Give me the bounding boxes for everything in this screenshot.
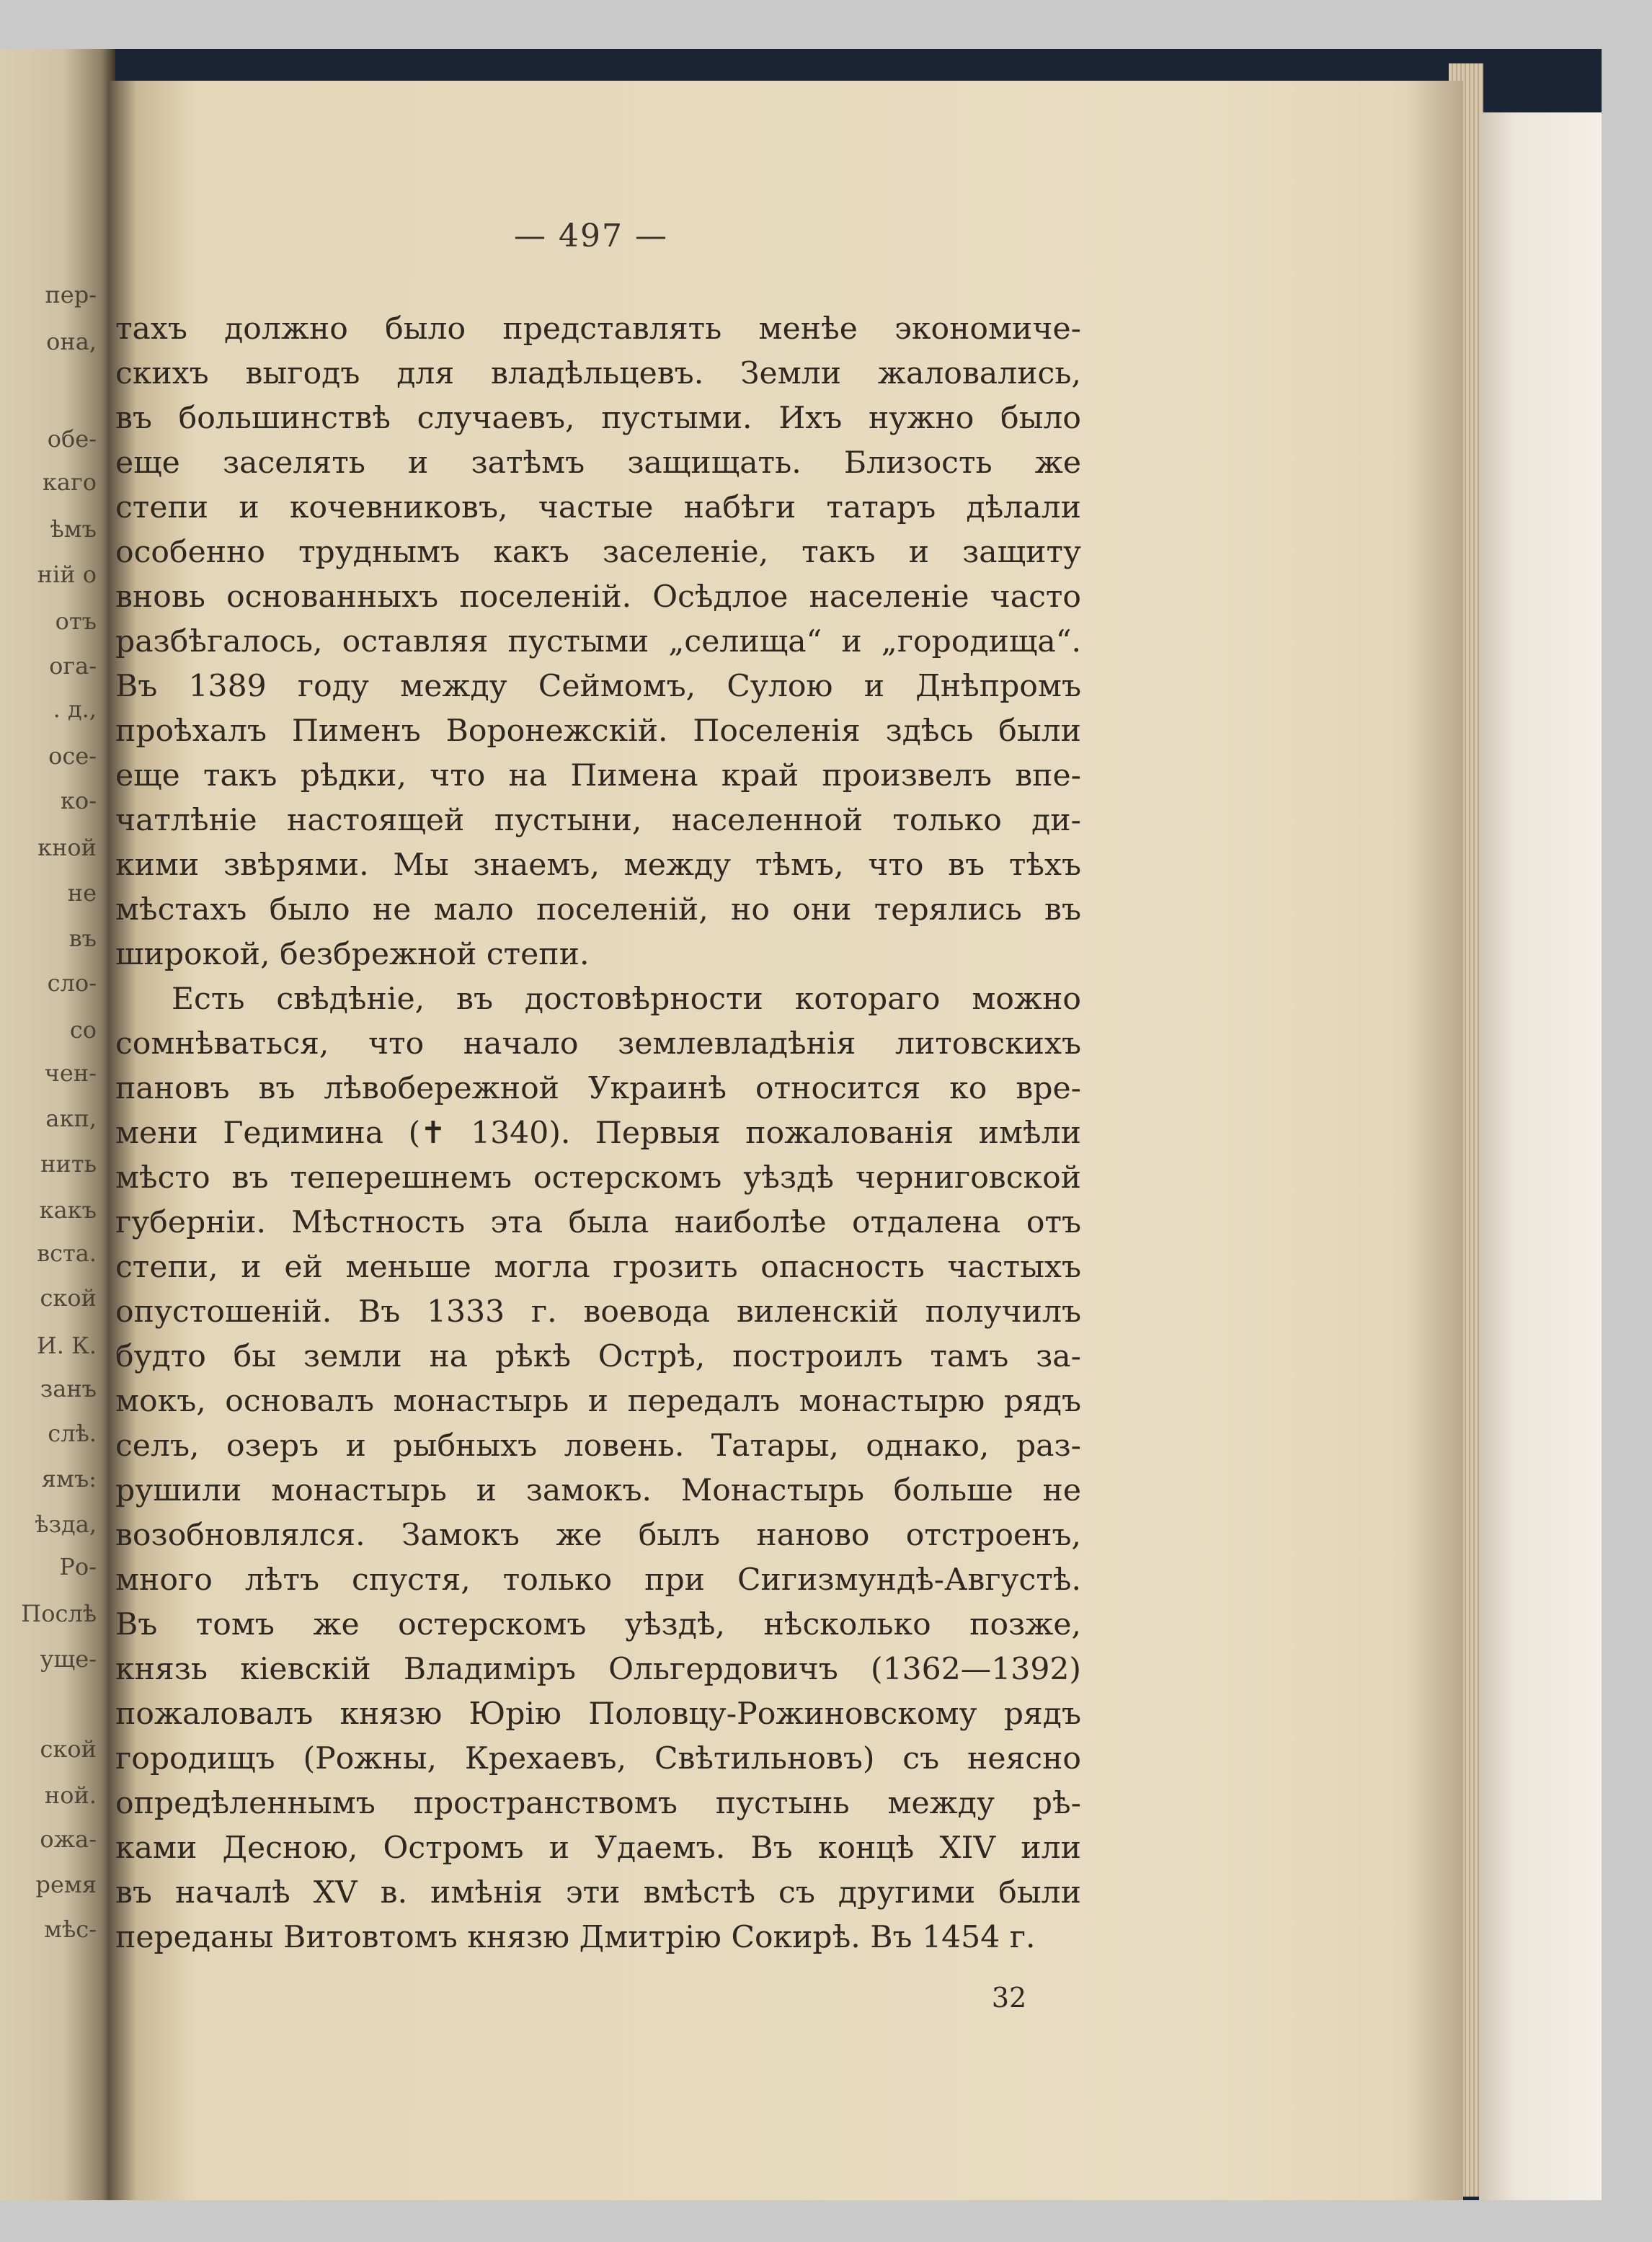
left-page-fragment: ѣмъ	[50, 515, 97, 543]
left-page-fragment: И. К.	[36, 1332, 97, 1359]
left-page-fragment: уще-	[40, 1645, 97, 1673]
text-line: мѣсто въ теперешнемъ остерскомъ уѣздѣ черниговской	[115, 1160, 1081, 1196]
left-page-fragment: каго	[42, 468, 97, 496]
left-page-fragment: ной.	[44, 1781, 97, 1809]
left-page-fragment: какъ	[39, 1196, 97, 1224]
text-line: городищъ (Рожны, Крехаевъ, Свѣтильновъ) съ неясно	[115, 1741, 1081, 1776]
text-line: пановъ въ лѣвобережной Украинѣ относится ко вре-	[115, 1071, 1081, 1106]
text-line: кими звѣрями. Мы знаемъ, между тѣмъ, что въ тѣхъ	[115, 848, 1081, 883]
left-page-fragment: . д.,	[53, 695, 97, 723]
left-page-fragment: мѣс-	[44, 1916, 97, 1943]
text-line: опустошеній. Въ 1333 г. воевода виленскій получилъ	[115, 1294, 1081, 1330]
text-line: много лѣтъ спустя, только при Сигизмундѣ-Августѣ.	[115, 1562, 1081, 1598]
left-page-fragment: ожа-	[40, 1825, 97, 1853]
text-line: тахъ должно было представлять менѣе экономиче-	[115, 311, 1081, 347]
left-page-fragment: со	[69, 1016, 97, 1044]
left-page-fragment: она,	[46, 328, 97, 355]
left-page-fragment: нить	[40, 1150, 97, 1178]
left-page-fragment: ога-	[49, 652, 97, 680]
text-line: разбѣгалось, оставляя пустыми „селища“ и „городища“.	[115, 624, 1081, 659]
text-line: особенно труднымъ какъ заселеніе, такъ и защиту	[115, 535, 1081, 570]
text-line: Есть свѣдѣніе, въ достовѣрности котораго можно	[172, 982, 1081, 1017]
left-page-fragment: сло-	[47, 969, 97, 997]
left-page-fragment: вста.	[37, 1240, 97, 1267]
signature-number: 32	[991, 1982, 1027, 2014]
text-line: рушили монастырь и замокъ. Монастырь больше не	[115, 1473, 1081, 1508]
text-line: губерніи. Мѣстность эта была наиболѣе отдалена отъ	[115, 1205, 1081, 1240]
page-text	[115, 307, 1081, 1960]
text-line: мени Гедимина (✝ 1340). Первыя пожалованія имѣли	[115, 1116, 1081, 1151]
left-page-fragment: ко-	[60, 787, 97, 814]
text-line: скихъ выгодъ для владѣльцевъ. Земли жаловались,	[115, 356, 1081, 391]
left-page-fragment: въ	[68, 925, 97, 952]
left-page-fragment: Послѣ	[21, 1600, 97, 1627]
text-line: пожаловалъ князю Юрію Половцу-Рожиновскому рядъ	[115, 1696, 1081, 1732]
left-page-fragment: не	[67, 879, 97, 907]
left-page-fragment: отъ	[55, 608, 97, 635]
text-line: переданы Витовтомъ князю Дмитрію Сокирѣ. Въ 1454 г.	[115, 1920, 1036, 1955]
text-line: сомнѣваться, что начало землевладѣнія литовскихъ	[115, 1026, 1081, 1062]
left-page-fragment: ѣзда,	[35, 1511, 97, 1538]
text-line: Въ томъ же остерскомъ уѣздѣ, нѣсколько позже,	[115, 1607, 1081, 1642]
text-line: степи, и ей меньше могла грозить опасность частыхъ	[115, 1250, 1081, 1285]
left-page-fragment: осе-	[48, 742, 97, 770]
text-line: проѣхалъ Пименъ Воронежскій. Поселенія здѣсь были	[115, 713, 1081, 749]
text-line: въ большинствѣ случаевъ, пустыми. Ихъ нужно было	[115, 401, 1081, 436]
text-line: еще заселять и затѣмъ защищать. Близость же	[115, 445, 1081, 481]
text-line: мокъ, основалъ монастырь и передалъ монастырю рядъ	[115, 1384, 1081, 1419]
text-line: въ началѣ XV в. имѣнія эти вмѣстѣ съ другими были	[115, 1875, 1081, 1910]
text-line: будто бы земли на рѣкѣ Острѣ, построилъ тамъ за-	[115, 1339, 1081, 1374]
left-page-fragment: ямъ:	[41, 1465, 97, 1493]
left-page-fragment: слѣ.	[48, 1420, 97, 1447]
right-sheet	[1479, 112, 1602, 2200]
left-page-fragment: ской	[40, 1735, 97, 1763]
left-page-fragment: чен-	[44, 1059, 97, 1087]
text-line: мѣстахъ было не мало поселеній, но они терялись въ	[115, 892, 1081, 928]
text-line: чатлѣніе настоящей пустыни, населенной только ди-	[115, 803, 1081, 838]
left-page-fragment: ской	[40, 1284, 97, 1312]
text-line: широкой, безбрежной степи.	[115, 937, 590, 972]
left-page-fragment: ній о	[37, 561, 97, 588]
text-line: ками Десною, Остромъ и Удаемъ. Въ концѣ XIV или	[115, 1830, 1081, 1866]
left-page-fragment: обе-	[47, 425, 97, 453]
text-line: селъ, озеръ и рыбныхъ ловень. Татары, однако, раз-	[115, 1428, 1081, 1464]
left-page-fragment: кной	[37, 834, 97, 861]
left-page-fragment: акп,	[45, 1105, 97, 1132]
text-line: возобновлялся. Замокъ же былъ наново отстроенъ,	[115, 1518, 1081, 1553]
left-page-edge	[0, 49, 115, 2200]
left-page-fragment: занъ	[40, 1375, 97, 1402]
text-line: Въ 1389 году между Сеймомъ, Сулою и Днѣпромъ	[115, 669, 1081, 704]
left-page-fragment: Ро-	[59, 1553, 97, 1580]
text-line: степи и кочевниковъ, частые набѣги татаръ дѣлали	[115, 490, 1081, 525]
text-line: князь кіевскій Владиміръ Ольгердовичъ (1362—1392)	[115, 1652, 1081, 1687]
left-page-fragment: ремя	[35, 1871, 97, 1898]
text-line: опредѣленнымъ пространствомъ пустынь между рѣ-	[115, 1786, 1081, 1821]
text-line: еще такъ рѣдки, что на Пимена край произвелъ впе-	[115, 758, 1081, 793]
text-line: вновь основанныхъ поселеній. Осѣдлое населеніе часто	[115, 579, 1081, 615]
left-page-fragment: пер-	[45, 281, 97, 308]
page-number: — 497 —	[514, 218, 668, 254]
